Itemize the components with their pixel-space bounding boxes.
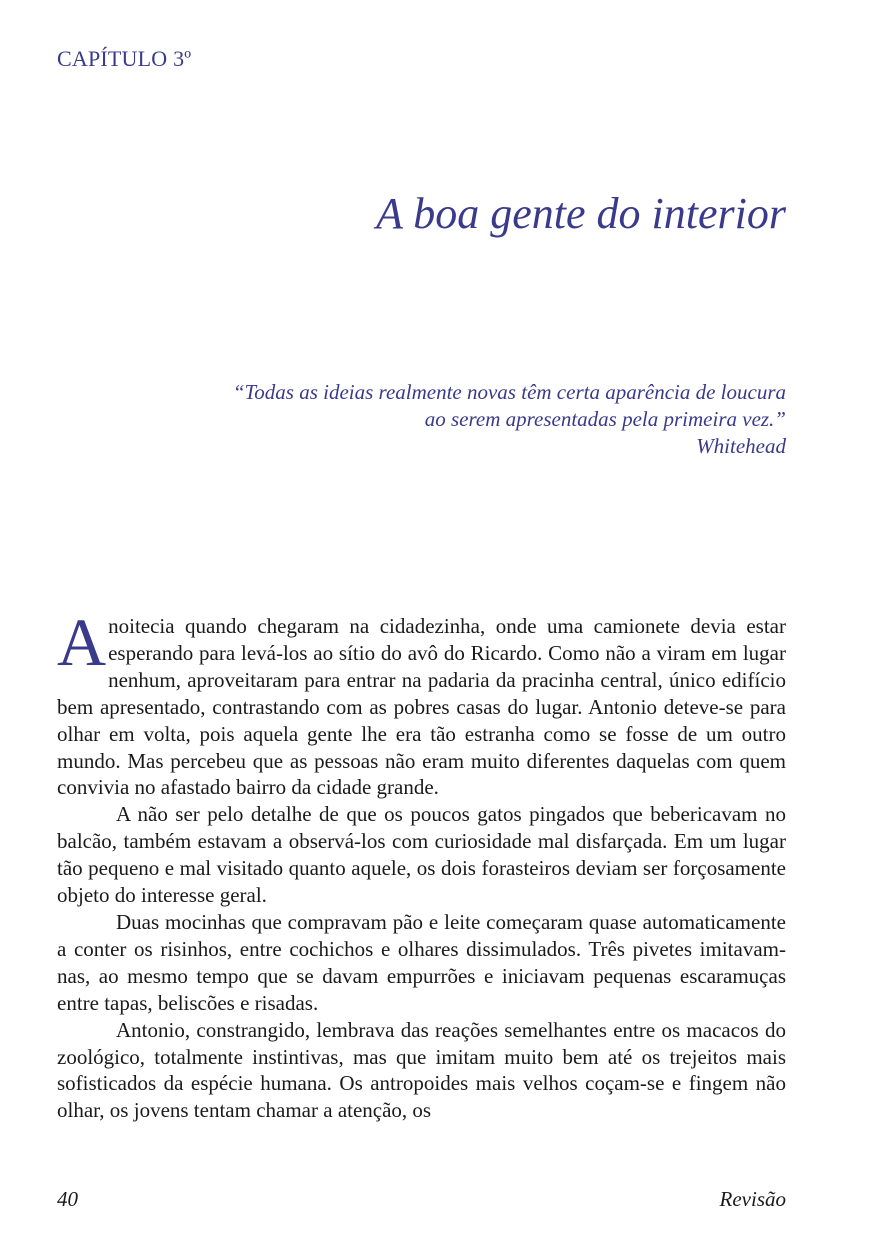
paragraph-1 (57, 604, 786, 801)
epigraph-line-2: ao serem apresentadas pela primeira vez.” (424, 407, 786, 431)
paragraph-2: A não ser pelo detalhe de que os poucos gatos pingados que bebericavam no balcão, também estavam a observá-los com curiosidade mal disfarçada. Em um lugar tão pequeno e mal visitado quanto aquele, os dois forasteiros deviam ser forçosamente objeto do interesse geral. (57, 802, 786, 908)
epigraph-author: Whitehead (696, 434, 786, 458)
chapter-body (57, 604, 786, 1124)
paragraph-4: Antonio, constrangido, lembrava das reações semelhantes entre os macacos do zoológico, totalmente instintivas, mas que imitam muito bem até os trejeitos mais sofisticados da espécie humana. Os antropoides mais velhos coçam-se e fingem não olhar, os jovens tentam chamar a atenção, os (57, 1017, 786, 1123)
paragraph-3: Duas mocinhas que compravam pão e leite começaram quase automaticamente a conter os risinhos, entre cochichos e olhares dissimulados. Três pivetes imitavam-nas, ao mesmo tempo que se davam empurrões e iniciavam pequenas escaramuças entre tapas, beliscões e risadas. (57, 909, 786, 1015)
page-number: 40 (57, 1187, 78, 1211)
epigraph-line-1: “Todas as ideias realmente novas têm certa aparência de loucura (232, 380, 786, 404)
chapter-label: CAPÍTULO 3º (57, 46, 192, 71)
running-footer: Revisão (719, 1187, 786, 1211)
paragraph-1-text: noitecia quando chegaram na cidadezinha, onde uma camionete devia estar esperando para levá-los ao sítio do avô do Ricardo. Como não a viram em lugar nenhum, aproveitaram para entrar na padaria da pracinha central, único edifício bem apresentado, contrastando com as pobres casas do lugar. Antonio deteve-se para olhar em volta, pois aquela gente lhe era tão estranha como se fosse de um outro mundo. Mas percebeu que as pessoas não eram muito diferentes daquelas com quem convivia no afastado bairro da cidade grande. (57, 614, 786, 800)
epigraph (86, 379, 786, 460)
drop-cap: A (57, 604, 107, 680)
chapter-title: A boa gente do interior (376, 189, 786, 238)
